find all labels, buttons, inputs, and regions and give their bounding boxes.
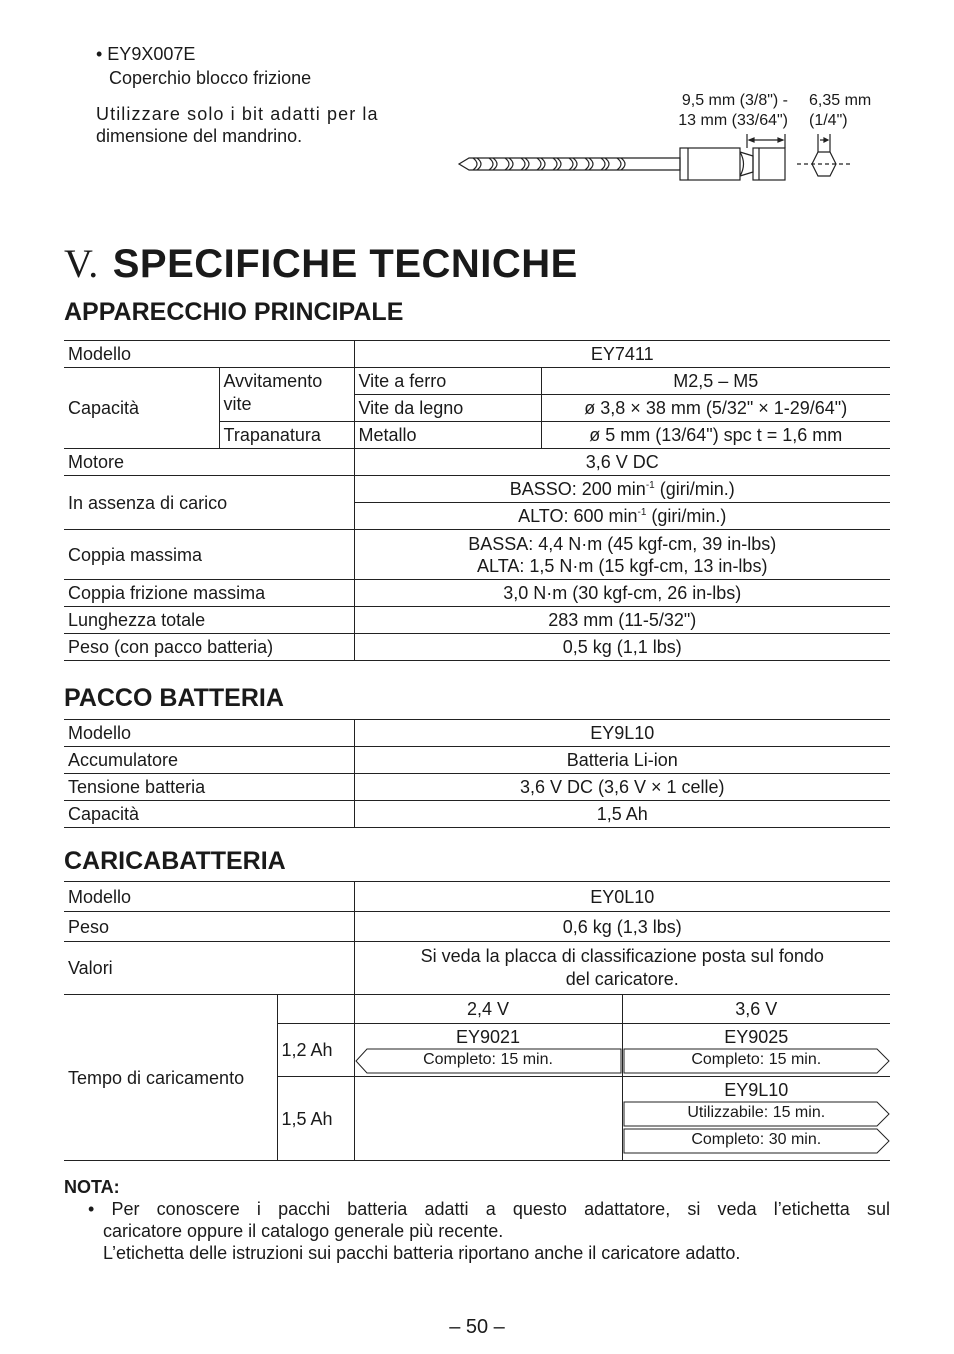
no-load-low-exp: -1 <box>645 480 655 491</box>
drilling-label: Trapanatura <box>219 422 354 449</box>
battery-table <box>64 719 890 828</box>
motor-label: Motore <box>64 449 354 476</box>
note-line1: • Per conoscere i pacchi batteria adatti a questo adattatore, si veda l’etichetta sul <box>88 1199 890 1219</box>
charge-time-label: Tempo di caricamento <box>64 995 277 1161</box>
charger-rating-value <box>354 942 890 995</box>
torque-value <box>354 530 890 580</box>
wood-screw-value: ø 3,8 × 38 mm (5/32" × 1-29/64") <box>541 395 890 422</box>
charger-model-value: EY0L10 <box>354 882 890 912</box>
battery-heading: PACCO BATTERIA <box>64 684 284 712</box>
battery-row <box>64 801 890 828</box>
dim-right-line2: (1/4") <box>809 112 848 129</box>
dim-left-line2: 13 mm (33/64") <box>678 112 788 129</box>
cell-empty <box>354 1077 622 1161</box>
ey9l10-usable: Utilizzabile: 15 min. <box>687 1104 826 1121</box>
charger-weight-value: 0,6 kg (1,3 lbs) <box>354 912 890 942</box>
length-value: 283 mm (11-5/32") <box>354 607 890 634</box>
torque-high: ALTA: 1,5 N·m (15 kgf-cm, 13 in-lbs) <box>477 555 768 576</box>
clutch-label: Coppia frizione massima <box>64 580 354 607</box>
ey9l10-full-arrow <box>623 1128 891 1152</box>
no-load-low-unit: (giri/min.) <box>654 479 735 499</box>
battery-row-value: EY9L10 <box>354 720 890 747</box>
rating-line1: Si veda la placca di classificazione posta sul fondo <box>420 946 824 966</box>
charger-heading: CARICABATTERIA <box>64 847 286 875</box>
bullet-code: • EY9X007E <box>96 44 196 64</box>
row-12ah: 1,2 Ah <box>277 1024 354 1077</box>
charger-weight-label: Peso <box>64 912 354 942</box>
dim-right-label <box>809 91 871 131</box>
iron-screw-value: M2,5 – M5 <box>541 368 890 395</box>
wood-screw-label: Vite da legno <box>354 395 541 422</box>
main-unit-table <box>64 340 890 661</box>
battery-row-label: Capacità <box>64 801 354 828</box>
battery-row <box>64 747 890 774</box>
drill-bit-illustration <box>455 130 855 190</box>
battery-row-label: Modello <box>64 720 354 747</box>
bit-note-line1: Utilizzare solo i bit adatti per la <box>96 104 379 124</box>
ey9025-time-arrow <box>623 1048 891 1072</box>
weight-value: 0,5 kg (1,1 lbs) <box>354 634 890 661</box>
no-load-high-exp: -1 <box>637 507 647 518</box>
iron-screw-label: Vite a ferro <box>354 368 541 395</box>
metal-label: Metallo <box>354 422 541 449</box>
charger-rating-label: Valori <box>64 942 354 995</box>
dim-left-line1: 9,5 mm (3/8") - <box>681 92 788 109</box>
page-title <box>64 236 578 292</box>
length-label: Lunghezza totale <box>64 607 354 634</box>
battery-row-value: Batteria Li-ion <box>354 747 890 774</box>
ey9025-time: Completo: 15 min. <box>691 1051 822 1068</box>
main-unit-heading: APPARECCHIO PRINCIPALE <box>64 298 404 326</box>
ey9021-time-arrow <box>355 1048 622 1072</box>
note-line3: L’etichetta delle istruzioni sui pacchi batteria riportano anche il caricatore adatto. <box>103 1243 741 1263</box>
battery-row <box>64 720 890 747</box>
clutch-value: 3,0 N·m (30 kgf-cm, 26 in-lbs) <box>354 580 890 607</box>
screwing-label: Avvitamento vite <box>219 368 354 422</box>
torque-low: BASSA: 4,4 N·m (45 kgf-cm, 39 in-lbs) <box>468 533 777 554</box>
capacity-label: Capacità <box>64 368 219 449</box>
charge-time-corner <box>277 995 354 1024</box>
ey9l10-label: EY9L10 <box>724 1080 789 1100</box>
model-label: Modello <box>64 341 354 368</box>
bullet-desc: Coperchio blocco frizione <box>109 68 312 88</box>
ey9021-label: EY9021 <box>455 1027 521 1047</box>
torque-label: Coppia massima <box>64 530 354 580</box>
metal-value: ø 5 mm (13/64") spc t = 1,6 mm <box>541 422 890 449</box>
battery-row-label: Tensione batteria <box>64 774 354 801</box>
battery-row <box>64 774 890 801</box>
no-load-low <box>354 476 890 503</box>
no-load-label: In assenza di carico <box>64 476 354 530</box>
ey9025-label: EY9025 <box>724 1027 789 1047</box>
ey9l10-full: Completo: 30 min. <box>691 1131 822 1148</box>
no-load-high-unit: (giri/min.) <box>646 506 727 526</box>
cell-ey9l10 <box>622 1077 890 1161</box>
bit-note-line2: dimensione del mandrino. <box>96 126 303 146</box>
col-36v: 3,6 V <box>622 995 890 1024</box>
col-24v: 2,4 V <box>354 995 622 1024</box>
model-value: EY7411 <box>354 341 890 368</box>
title-roman-numeral: V. <box>64 241 99 286</box>
charger-model-label: Modello <box>64 882 354 912</box>
motor-value: 3,6 V DC <box>354 449 890 476</box>
dim-right-line1: 6,35 mm <box>809 92 872 109</box>
page-number: – 50 – <box>449 1316 505 1338</box>
no-load-high-text: ALTO: 600 min <box>518 506 638 526</box>
cell-ey9021 <box>354 1024 622 1077</box>
cell-ey9025 <box>622 1024 890 1077</box>
battery-row-label: Accumulatore <box>64 747 354 774</box>
note-heading: NOTA: <box>64 1177 120 1197</box>
ey9021-time: Completo: 15 min. <box>423 1051 553 1068</box>
title-text: SPECIFICHE TECNICHE <box>112 242 578 286</box>
charger-table <box>64 881 890 1161</box>
ey9l10-usable-arrow <box>623 1101 891 1125</box>
dim-left-label <box>664 91 788 131</box>
no-load-high <box>354 503 890 530</box>
rating-line2: del caricatore. <box>565 969 679 989</box>
note-line2: caricatore oppure il catalogo generale più recente. <box>103 1221 504 1241</box>
row-15ah: 1,5 Ah <box>277 1077 354 1161</box>
battery-row-value: 1,5 Ah <box>354 801 890 828</box>
weight-label: Peso (con pacco batteria) <box>64 634 354 661</box>
battery-row-value: 3,6 V DC (3,6 V × 1 celle) <box>354 774 890 801</box>
no-load-low-text: BASSO: 200 min <box>509 479 646 499</box>
